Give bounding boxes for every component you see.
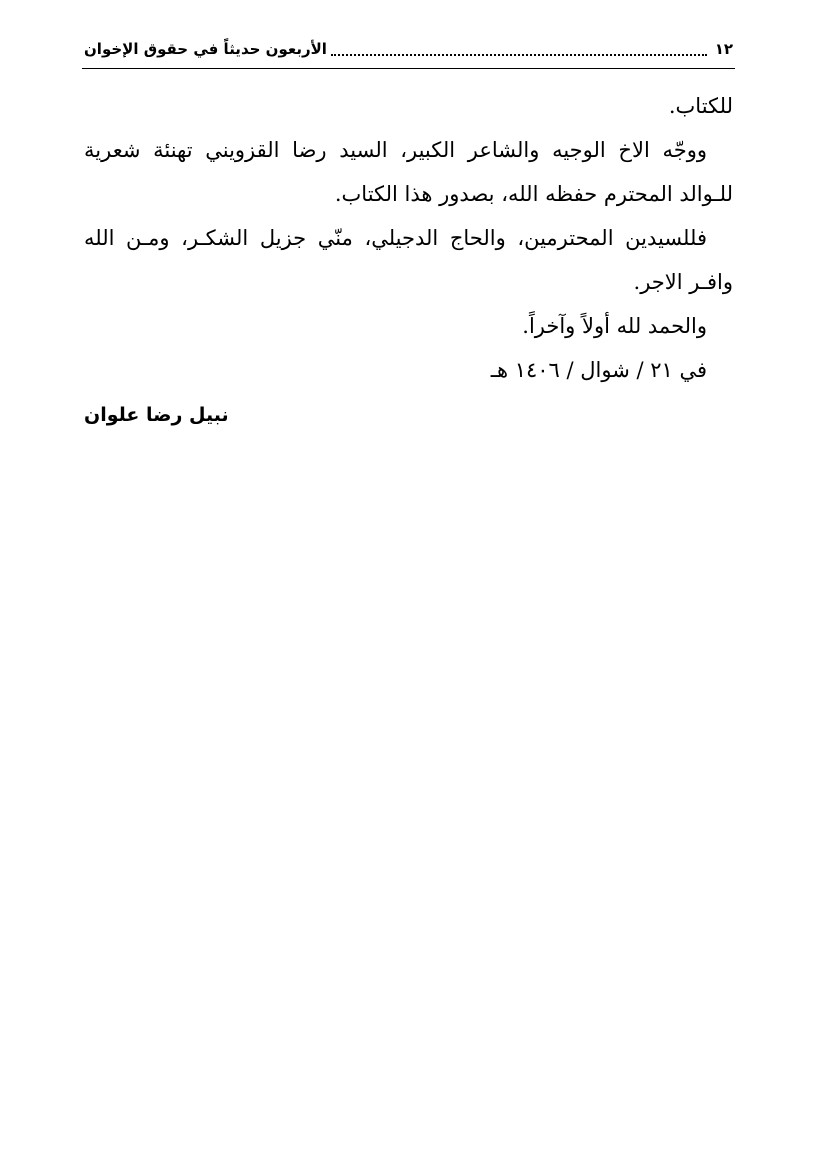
running-header xyxy=(84,36,733,62)
paragraph-thanks: فللسيدين المحترمين، والحاج الدجيلي، منّي جزيل الشكـر، ومـن الله وافـر الاجر. xyxy=(84,226,733,294)
paragraph-poet-congratulation: ووجّه الاخ الوجيه والشاعر الكبير، السيد رضا القزويني تهنئة شعرية للـوالد المحترم حفظه الله، بصدور هذا الكتاب. xyxy=(84,138,733,206)
book-title: الأربعون حديثاً في حقوق الإخوان xyxy=(84,40,327,58)
paragraph-continuation: للكتاب. xyxy=(668,94,733,118)
paragraph-praise: والحمد لله أولاً وآخراً. xyxy=(522,314,707,338)
header-leader-dots xyxy=(331,36,707,56)
author-signature: نبيل رضا علوان xyxy=(84,404,229,426)
paragraph-date: في ٢١ / شوال / ١٤٠٦ هـ xyxy=(490,358,707,382)
header-divider xyxy=(82,68,735,69)
page-number: ١٢ xyxy=(714,40,733,58)
body-text xyxy=(84,84,733,392)
